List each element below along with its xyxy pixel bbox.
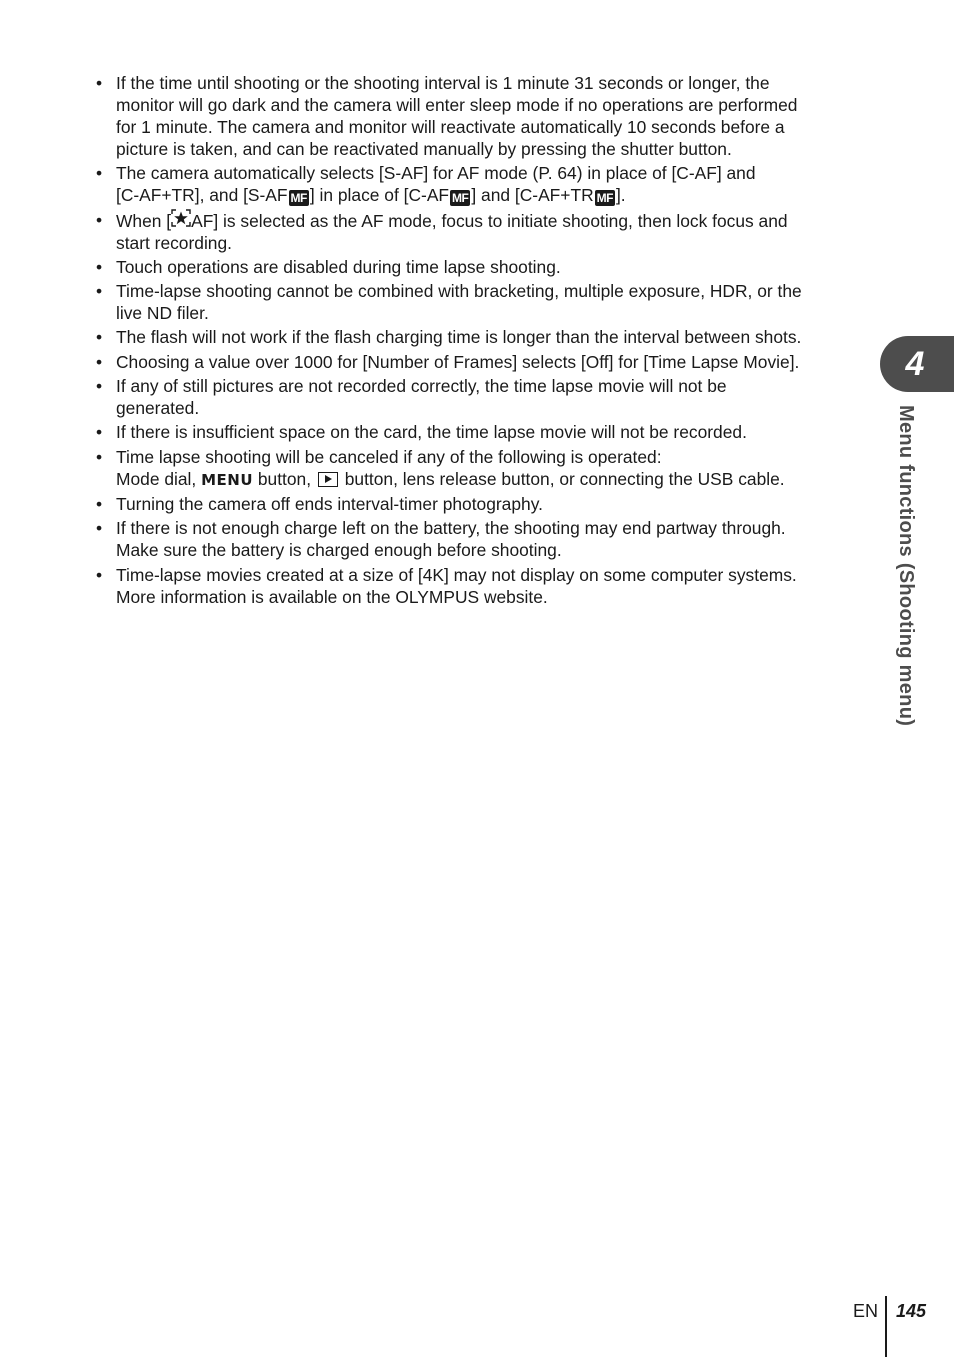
text-line: start recording. (116, 232, 232, 253)
playback-icon (318, 472, 338, 487)
text-line: • The camera automatically selects [S-AF] for AF mode (P. 64) in place of [C-AF] and (116, 163, 756, 184)
text-line: picture is taken, and can be reactivated manually by pressing the shutter button. (116, 139, 732, 159)
text-segment: ] and [C-AF+TR (471, 185, 594, 206)
text-segment: [C-AF+TR], and [S-AF (116, 185, 288, 206)
page-number: 145 (896, 1301, 927, 1321)
list-item (96, 209, 848, 254)
list-item (96, 564, 848, 608)
text-line (116, 468, 848, 491)
list-item (96, 517, 848, 561)
bullet-list (96, 72, 848, 610)
text-line: • Choosing a value over 1000 for [Number of Frames] selects [Off] for [Time Lapse Movie]. (116, 351, 800, 372)
text-line: • The flash will not work if the flash charging time is longer than the interval between shots. (116, 327, 802, 348)
list-item (96, 256, 848, 278)
text-segment: Mode dial, (116, 468, 197, 489)
list-item (96, 162, 848, 206)
text-segment: button, lens release button, or connecting the USB cable. (344, 468, 785, 489)
text-line: • If there is insufficient space on the card, the time lapse movie will not be recorded. (116, 422, 747, 443)
text-line: • Turning the camera off ends interval-timer photography. (116, 493, 543, 514)
text-segment: button, (257, 468, 312, 489)
list-item (96, 493, 848, 515)
text-line: generated. (116, 398, 200, 419)
list-item (96, 326, 848, 348)
text-segment: When [ (116, 210, 172, 231)
chapter-number: 4 (905, 345, 925, 383)
text-line: for 1 minute. The camera and monitor will reactivate automatically 10 seconds before a (116, 117, 785, 137)
list-item (96, 351, 848, 373)
chapter-title: Menu functions (Shooting menu) (895, 405, 917, 727)
text-line: monitor will go dark and the camera will enter sleep mode if no operations are performed (116, 95, 798, 115)
text-line: • Time-lapse shooting cannot be combined with bracketing, multiple exposure, HDR, or the (116, 281, 802, 302)
text-line: live ND filer. (116, 303, 209, 324)
text-line: More information is available on the OLYMPUS website. (116, 586, 548, 607)
text-line: • If any of still pictures are not recorded correctly, the time lapse movie will not be (116, 376, 727, 397)
text-line: Make sure the battery is charged enough before shooting. (116, 540, 562, 561)
list-item (96, 421, 848, 443)
list-item (96, 375, 848, 419)
text-line: • Touch operations are disabled during time lapse shooting. (116, 256, 561, 277)
text-line: • Time-lapse movies created at a size of [4K] may not display on some computer systems. (116, 564, 797, 585)
text-line (116, 209, 848, 232)
list-item (96, 280, 848, 324)
footer-divider (885, 1296, 887, 1357)
list-item (96, 72, 848, 160)
mf-icon: MF (596, 191, 613, 206)
menu-button-label: MENU (201, 470, 254, 489)
text-line: • Time lapse shooting will be canceled if any of the following is operated: (116, 446, 662, 467)
footer-language: EN (852, 1301, 878, 1321)
star-af-icon (171, 209, 191, 232)
mf-icon: MF (290, 191, 307, 206)
text-segment: AF] is selected as the AF mode, focus to initiate shooting, then lock focus and (191, 210, 788, 231)
text-line (116, 184, 848, 206)
text-line: • If there is not enough charge left on the battery, the shooting may end partway through. (116, 518, 786, 539)
list-item (96, 446, 848, 491)
text-segment: ]. (615, 185, 626, 206)
text-line: • If the time until shooting or the shooting interval is 1 minute 31 seconds or longer, the (116, 73, 770, 93)
text-segment: ] in place of [C-AF (309, 185, 450, 206)
mf-icon: MF (452, 191, 469, 206)
